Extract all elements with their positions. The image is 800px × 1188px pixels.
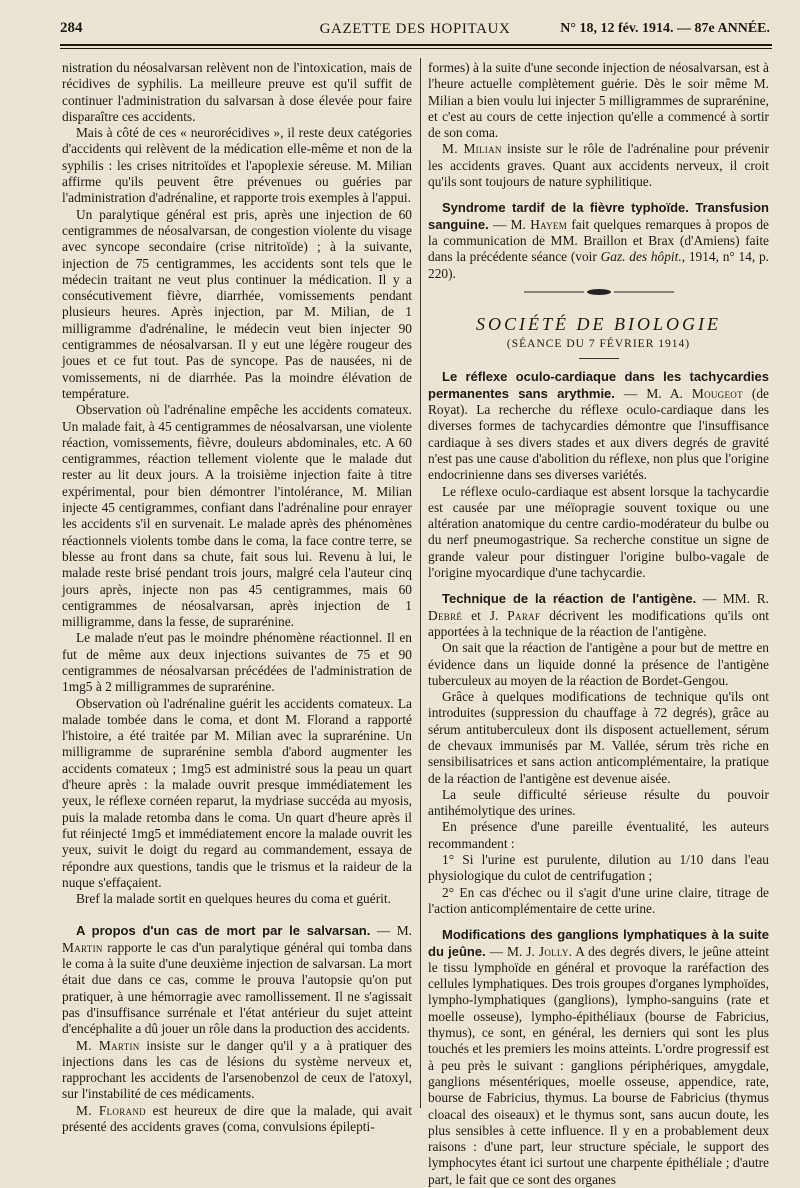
section-text: décrivent les modifications qu'ils ont apportées à la technique de la réaction de l'antigène.: [428, 607, 769, 639]
paragraph: 2° En cas d'échec ou il s'agit d'une urine claire, titrage de l'action anticomplémentaire de cette urine.: [428, 884, 769, 916]
author-name: Jolly: [538, 943, 569, 959]
section-heading: Modifications des ganglions lymphatiques à la suite du jeûne.: [428, 927, 769, 959]
section-text: (de Royat). La recherche du réflexe oculo-cardiaque dans les diverses formes de tachycardies démontre que l'insuffisance cardiaque à ses divers stades et aux divers degrés de gravité n'est pas une cause d'abolition du réflexe, non plus que l'origine endocrinienne dans ses diverses variétés.: [428, 385, 769, 483]
section-heading: Syndrome tardif de la fièvre typhoïde. Transfusion sanguine.: [428, 200, 769, 232]
paragraph: Observation où l'adrénaline empêche les accidents comateux. Un malade fait, à 45 centigrammes de néosalvarsan, une violente réaction, vomissements, fièvre, douleurs abdominales, etc. A 60 centigrammes, réaction tellement violente que le malade dut rester au lit deux jours. A la troisième injection faite à titre expérimental, pour bien démontrer l'intolérance, M. Milian injecte 45 centigrammes, confiant dans l'adrénaline pour enrayer les accidents s'il en survenait. Le malade après des phénomènes réactionnels violents tombe dans le coma, la face contre terre, se blesse au front dans sa chute, fait sous lui. Revenu à lui, le malade reste brisé pendant trois jours, malgré cela l'auteur cinq jours après, injecte non pas 45 centigrammes, mais 60 centigrammes de néosalvarsan, après injection de 1 milligramme, dans la fesse, de suprarénine.: [62, 402, 412, 630]
section-paragraph: [428, 369, 769, 483]
paragraph-text: insiste sur le danger qu'il y a à pratiquer des injections dans les cas de lésions du système nerveux et, rapprochant les accidents de l'arsenobenzol de ceux de l'atoxyl, sur l'instabilité de ces médicaments.: [62, 1037, 412, 1102]
author-name: Martin: [62, 939, 103, 955]
paragraph: Bref la malade sortit en quelques heures du coma et guérit.: [76, 891, 391, 907]
dash: — MM. R.: [696, 591, 769, 607]
section-paragraph: [428, 591, 769, 640]
paragraph: Mais à côté de ces « neurorécidives », il reste deux catégories d'accidents qui relèvent de la médication elle-même et non de la syphilis : les crises nitritoïdes et l'apoplexie séreuse. M. Milian affirme qu'ils peuvent être prévenues ou guéries par l'administration d'adrénaline, et rapporte trois exemples à l'appui.: [62, 125, 412, 206]
section-text: rapporte le cas d'un paralytique général qui tomba dans le coma à la suite d'une deuxième injection de salvarsan. La mort était due dans ce cas, comme le prouva l'autopsie qu'on put pratiquer, à une hémorragie avec ramollissement. Il ne s'agissait pas d'insuffisance surrénale et l'état antérieur du sujet atteint d'encéphalite a dû jouer un rôle dans la production des accidents.: [62, 939, 412, 1037]
paragraph: Le malade n'eut pas le moindre phénomène réactionnel. Il en fut de même aux deux injections suivantes de 75 et 90 centigrammes de néosalvarsan précédées de l'administration de 1mg5 à 2 milligrammes de suprarénine.: [62, 630, 412, 695]
paragraph: On sait que la réaction de l'antigène a pour but de mettre en évidence dans un liquide donné la présence de l'antigène tuberculeux au moyen de la réaction de Bordet-Gengou.: [428, 640, 769, 688]
dash: — M. A.: [614, 385, 692, 401]
paragraph: Grâce à quelques modifications de technique qu'ils ont introduites (suppression du chauffage à 72 degrés), grâce au sérum antituberculeux dont ils disposent actuellement, sérum de chevaux immunisés par M. Vallée, sérum très riche en sensibilisatrices et sans action anticomplémentaire, la pratique de la réaction de l'antigène est devenue aisée.: [428, 689, 769, 786]
short-rule: [579, 358, 619, 359]
header-rule: [60, 44, 772, 46]
conjunction: et J.: [462, 607, 508, 623]
issue-info: N° 18, 12 fév. 1914. — 87e ANNÉE.: [560, 21, 770, 36]
section-text: , 1914, n° 14, p. 220).: [428, 249, 769, 281]
section-paragraph: [428, 927, 769, 1188]
author-name: M. Milian: [442, 141, 502, 157]
journal-title: GAZETTE DES HOPITAUX: [319, 21, 511, 37]
author-name: Debré: [428, 607, 463, 623]
header-rule-thin: [60, 48, 772, 49]
paragraph: formes) à la suite d'une seconde injection de néosalvarsan, est à l'heure actuelle complètement guérie. Dès le soir même M. Milian a bien voulu lui injecter 5 milligrammes de suprarénine, et c'est au cours de cette injection qu'elle a commencé à sortir de son coma.: [428, 60, 769, 141]
dash: — M. J.: [485, 943, 539, 959]
section-heading: A propos d'un cas de mort par le salvarsan.: [76, 923, 371, 939]
right-column: [428, 60, 769, 1188]
paragraph: 1° Si l'urine est purulente, dilution au 1/10 dans l'eau physiologique du culot de centrifugation ;: [428, 852, 769, 884]
section-text: fait quelques remarques à propos de la communication de MM. Braillon et Brax (d'Amiens) faite dans la précédente séance (voir: [428, 216, 769, 265]
column-divider: [420, 58, 421, 1108]
society-title: SOCIÉTÉ DE BIOLOGIE: [476, 313, 721, 334]
page-header: [60, 20, 770, 40]
ornament-divider: [524, 288, 674, 296]
paragraph: nistration du néosalvarsan relèvent non de l'intoxication, mais de récidives de syphilis. La meilleure preuve est qu'il suffit de continuer l'administration du salvarsan à dose élevée pour faire disparaître ces accidents.: [62, 60, 412, 124]
dash: — M.: [370, 923, 412, 939]
section-heading: Technique de la réaction de l'antigène.: [442, 591, 697, 607]
paragraph-text: est heureux de dire que la malade, qui avait présenté des accidents graves (coma, convulsions épilepti-: [62, 1102, 412, 1134]
dash: — M.: [488, 216, 531, 232]
paragraph: [62, 1038, 412, 1103]
author-name: M. Martin: [76, 1037, 140, 1053]
page-number: 284: [60, 20, 83, 36]
paragraph: [62, 1103, 412, 1136]
author-name: Hayem: [530, 216, 568, 232]
section-heading: Le réflexe oculo-cardiaque dans les tachycardies permanentes sans arythmie.: [428, 369, 769, 401]
author-name: M. Florand: [76, 1102, 146, 1118]
paragraph: Observation où l'adrénaline guérit les accidents comateux. La malade tombée dans le coma, et dont M. Florand a rapporté l'histoire, a été traitée par M. Milian avec la suprarénine. Un milligramme de suprarénine sembla d'abord augmenter les accidents comateux ; 1mg5 est administré sous la peau un quart d'heure après : la malade ouvrit presque immédiatement les yeux, le réflexe cornéen reparut, la mydriase succéda au myosis, puis la malade retomba dans le coma. Un quart d'heure après il fut réinjecté 1mg5 et immédiatement encore la malade ouvrit les yeux, suivit le doigt du regard au commandement, essaya de répondre aux questions, tandis que le trismus et la raideur de la nuque s'effaçaient.: [62, 695, 412, 890]
citation-ref: Gaz. des hôpit.: [600, 249, 682, 265]
left-column: [62, 60, 412, 1135]
session-date: (SÉANCE DU 7 FÉVRIER 1914): [506, 338, 691, 351]
author-name: Paraf: [507, 607, 541, 623]
paragraph: La seule difficulté sérieuse résulte du pouvoir antihémolytique des urines.: [428, 786, 769, 819]
paragraph: [428, 141, 769, 190]
paragraph-text: insiste sur le rôle de l'adrénaline pour prévenir les accidents graves. Quant aux accidents nerveux, il croit qu'ils sont toujours de nature syphilitique.: [428, 141, 769, 190]
author-name: Mougeot: [691, 385, 743, 401]
paragraph: Le réflexe oculo-cardiaque est absent lorsque la tachycardie est causée par une méïopragie souvent toxique ou une altération anatomique du centre cardio-modérateur du bulbe ou du nerf pneumogastrique. Sa recherche constitue un signe de grande valeur pour distinguer l'origine bulbo-vagale de l'origine myocardique d'une tachycardie.: [428, 483, 769, 581]
section-text: . A des degrés divers, le jeûne atteint le tissu lymphoïde en général et provoque la raréfaction des cellules lymphatiques. Des trois groupes d'organes lymphoïdes, lympho-lymphatiques (ganglions), lympho-sanguins (rate et moelle osseuse), lympho-épithéliaux (bourse de Fabricius, thymus), ce sont, en général, les derniers qui sont les plus touchés et les premiers les moins atteints. L'ordre progressif est à peu près le suivant : ganglions périphériques, amygdale, ganglions mésentériques, moelle osseuse, appendice, rate, bourse de Fabricius, thymus. La bourse de Fabricius (thymus cloacal des oiseaux) et le thymus sont, sans aucun doute, les plus sensibles à cette influence. Il y en a probablement deux raisons : d'une part, leur structure spéciale, le support des lymphocytes étant ici surtout une charpente épithéliale ; d'autre part, le fait que ce sont des organes: [428, 943, 770, 1187]
paragraph: Un paralytique général est pris, après une injection de 60 centigrammes de néosalvarsan, de congestion violente du visage avec syncope secondaire (crise nitritoïde) ; à la suivante, injection de 75 centigrammes, les accidents sont tels que le médecin traitant ne veut plus continuer la médication. Il y a consécutivement fièvre, diarrhée, vomissements pendant plusieurs heures. Après injection, par M. Milian, de 1 milligramme d'adrénaline, le médecin veut bien injecter 90 centigrammes de néosalvarsan. Il y eut une légère rougeur des joues et ce fut tout. Pas de syncope. Pas de nausées, ni de vomissements, ni de diarrhée. Pas la moindre élévation de température.: [62, 206, 412, 401]
section-paragraph: [62, 923, 412, 1037]
paragraph: En présence d'une pareille éventualité, les auteurs recommandent :: [428, 819, 769, 851]
section-paragraph: [428, 200, 769, 281]
